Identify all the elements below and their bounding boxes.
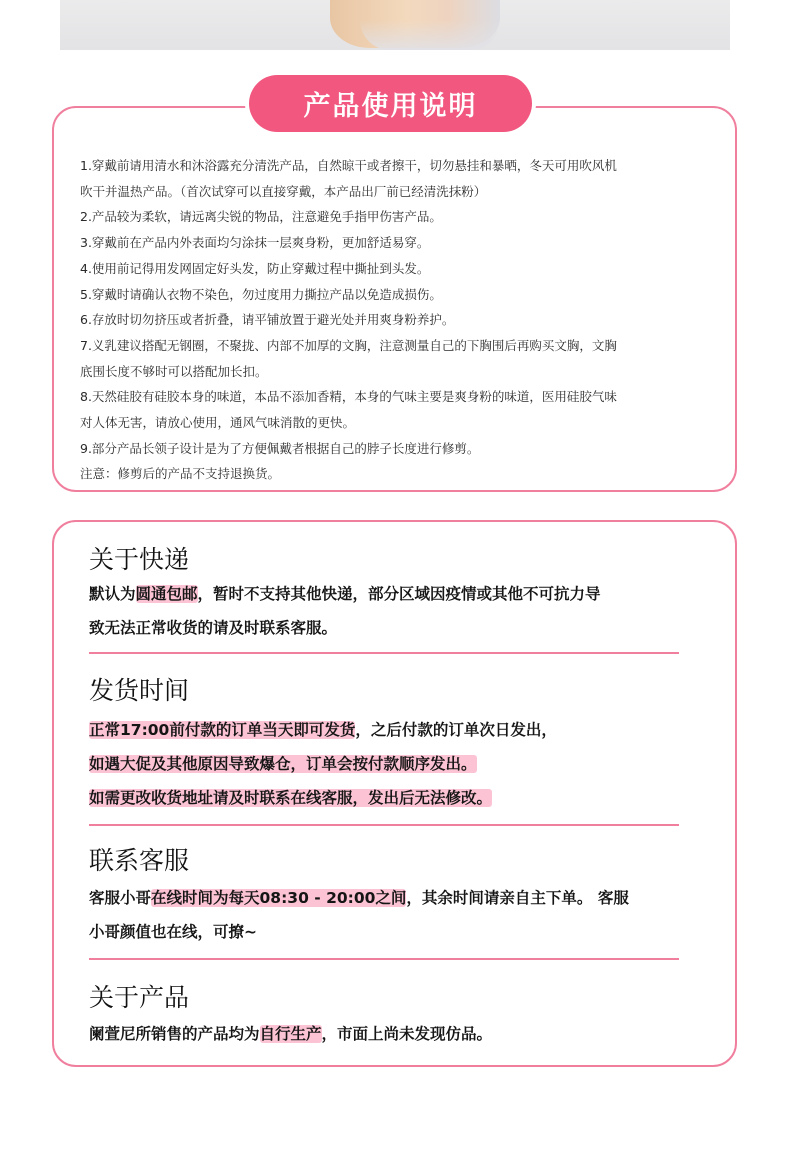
usage-line: 对人体无害，请放心使用，通风气味消散的更快。	[80, 415, 356, 431]
section-divider	[89, 824, 679, 826]
service-post: ，其余时间请亲自主下单。 客服	[406, 889, 629, 907]
delivery-line-1	[89, 713, 701, 747]
usage-title: 产品使用说明	[303, 91, 478, 122]
product-photo-shade	[360, 20, 500, 50]
delivery-line-1-rest: ，之后付款的订单次日发出，	[355, 721, 557, 739]
product-photo-strip	[60, 0, 730, 50]
delivery-line-3	[89, 781, 701, 815]
usage-line: 注意：修剪后的产品不支持退换货。	[80, 466, 281, 482]
delivery-title: 发货时间	[89, 676, 190, 705]
usage-line: 1.穿戴前请用清水和沐浴露充分清洗产品，自然晾干或者擦干，切勿悬挂和暴晒，冬天可用吹风机	[80, 158, 617, 173]
usage-line: 6.存放时切勿挤压或者折叠，请平铺放置于避光处并用爽身粉养护。	[80, 312, 455, 328]
service-highlight: 在线时间为每天08:30 - 20:00之间	[151, 889, 407, 907]
product-title: 关于产品	[89, 983, 190, 1012]
delivery-line-2	[89, 747, 701, 781]
usage-line: 3.穿戴前在产品内外表面均匀涂抹一层爽身粉，更加舒适易穿。	[80, 235, 430, 251]
delivery-highlight-2: 如遇大促及其他原因导致爆仓，订单会按付款顺序发出。	[89, 755, 477, 773]
usage-line: 底围长度不够时可以搭配加长扣。	[80, 363, 268, 379]
usage-line: 9.部分产品长领子设计是为了方便佩戴者根据自己的脖子长度进行修剪。	[80, 440, 480, 456]
delivery-highlight-3: 如需更改收货地址请及时联系在线客服，发出后无法修改。	[89, 789, 493, 807]
section-divider	[89, 958, 679, 960]
shipping-text	[89, 577, 701, 645]
shipping-post: ，暂时不支持其他快递，部分区域因疫情或其他不可抗力导	[197, 585, 601, 603]
section-divider	[89, 652, 679, 654]
usage-line: 7.义乳建议搭配无钢圈，不聚拢、内部不加厚的文胸，注意测量自己的下胸围后再购买文胸，文胸	[80, 337, 617, 353]
service-text	[89, 881, 701, 949]
delivery-text	[89, 713, 701, 815]
usage-line: 5.穿戴时请确认衣物不染色，勿过度用力撕拉产品以免造成损伤。	[80, 286, 442, 302]
shipping-title: 关于快递	[89, 545, 190, 574]
product-post: ，市面上尚未发现仿品。	[321, 1025, 493, 1043]
service-line-2: 小哥颜值也在线，可撩~	[89, 923, 257, 941]
usage-line: 吹干并温热产品。（首次试穿可以直接穿戴，本产品出厂前已经清洗抹粉）	[80, 183, 487, 199]
usage-line: 4.使用前记得用发网固定好头发，防止穿戴过程中撕扯到头发。	[80, 260, 430, 276]
service-title: 联系客服	[89, 846, 190, 875]
shipping-line-2: 致无法正常收货的请及时联系客服。	[89, 619, 338, 637]
usage-title-badge	[249, 75, 532, 132]
usage-instructions-list	[80, 153, 720, 487]
service-pre: 客服小哥	[89, 889, 152, 907]
usage-line: 2.产品较为柔软，请远离尖锐的物品，注意避免手指甲伤害产品。	[80, 209, 442, 225]
product-line-1	[89, 1017, 701, 1051]
service-line-1	[89, 881, 701, 915]
shipping-highlight: 圆通包邮	[135, 585, 198, 603]
delivery-highlight-1: 正常17:00前付款的订单当天即可发货	[89, 721, 356, 739]
shipping-pre: 默认为	[89, 585, 136, 603]
product-text	[89, 1017, 701, 1051]
shipping-line-1	[89, 577, 701, 611]
usage-line: 8.天然硅胶有硅胶本身的味道，本品不添加香精，本身的气味主要是爽身粉的味道，医用硅胶气味	[80, 389, 617, 405]
product-pre: 阑萱尼所销售的产品均为	[89, 1025, 260, 1043]
product-highlight: 自行生产	[259, 1025, 322, 1043]
